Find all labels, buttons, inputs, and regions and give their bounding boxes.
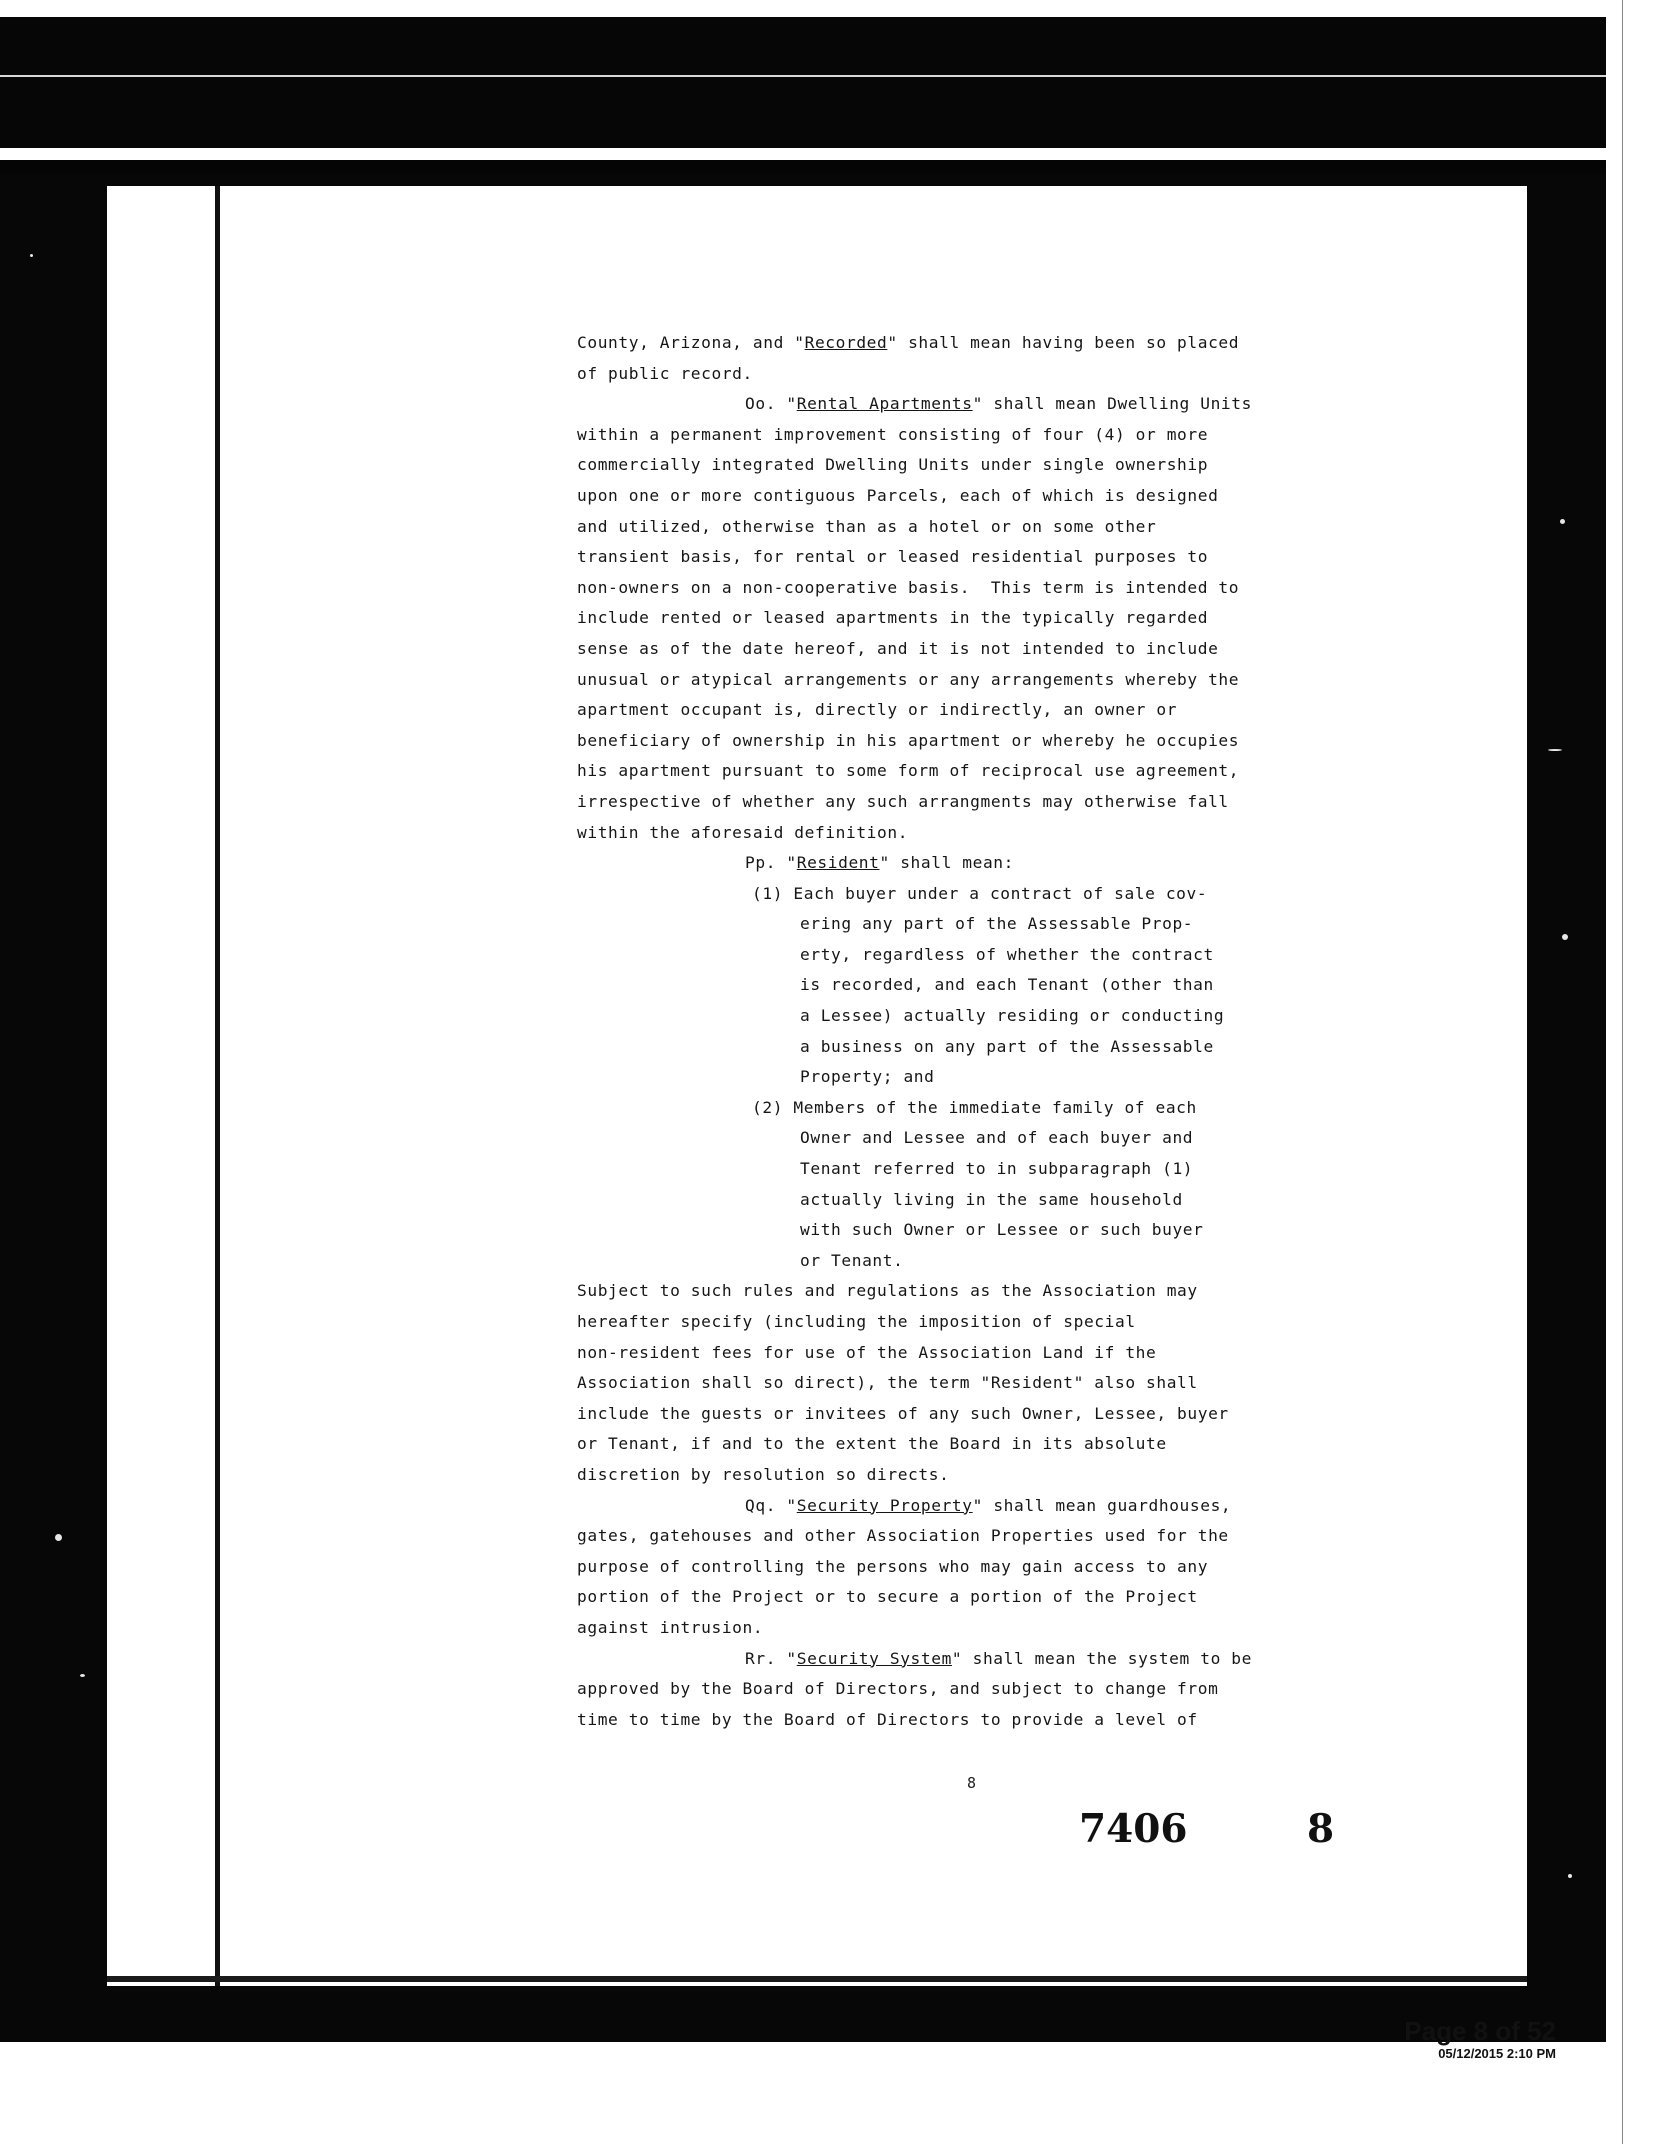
text-line bbox=[577, 1460, 1517, 1491]
text-segment: is recorded, and each Tenant (other than bbox=[800, 975, 1214, 995]
text-line bbox=[577, 1368, 1517, 1399]
text-line bbox=[577, 1552, 1517, 1583]
text-line bbox=[577, 420, 1517, 451]
text-segment: of public record. bbox=[577, 363, 753, 383]
scan-speck bbox=[1562, 934, 1568, 940]
text-segment: Oo. " bbox=[745, 394, 797, 414]
text-segment: irrespective of whether any such arrangments may otherwise fall bbox=[577, 791, 1229, 811]
text-segment: commercially integrated Dwelling Units under single ownership bbox=[577, 455, 1209, 475]
text-segment: (1) Each buyer under a contract of sale cov- bbox=[752, 883, 1208, 903]
text-segment: his apartment pursuant to some form of reciprocal use agreement, bbox=[577, 761, 1240, 781]
text-line bbox=[577, 328, 1517, 359]
text-line bbox=[577, 512, 1517, 543]
text-segment: against intrusion. bbox=[577, 1617, 764, 1637]
text-segment: upon one or more contiguous Parcels, each of which is designed bbox=[577, 485, 1219, 505]
scan-top-band-lower bbox=[0, 160, 1606, 174]
defined-term: Security System bbox=[796, 1648, 952, 1668]
text-segment: (2) Members of the immediate family of each bbox=[752, 1097, 1197, 1117]
text-line bbox=[577, 1123, 1517, 1154]
text-segment: " shall mean Dwelling Units bbox=[972, 394, 1252, 414]
text-line bbox=[577, 1001, 1517, 1032]
text-segment: hereafter specify (including the imposition of special bbox=[577, 1312, 1136, 1331]
text-segment: or Tenant. bbox=[800, 1250, 904, 1270]
defined-term: Recorded bbox=[804, 333, 888, 352]
footer-timestamp: 05/12/2015 2:10 PM bbox=[1438, 2046, 1556, 2061]
text-line bbox=[577, 787, 1517, 818]
text-line bbox=[577, 1644, 1517, 1675]
text-line bbox=[577, 940, 1517, 971]
text-line bbox=[577, 1521, 1517, 1552]
text-segment: Association shall so direct), the term "Resident" also shall bbox=[577, 1373, 1198, 1393]
text-segment: purpose of controlling the persons who may gain access to any bbox=[577, 1556, 1209, 1576]
text-segment: Qq. " bbox=[745, 1495, 797, 1515]
text-segment: Rr. " bbox=[745, 1648, 797, 1668]
text-segment: Owner and Lessee and of each buyer and bbox=[800, 1128, 1194, 1148]
binding-margin-line bbox=[215, 186, 220, 1986]
text-line bbox=[577, 1705, 1517, 1736]
page-edge-line bbox=[1622, 0, 1623, 2144]
text-line bbox=[577, 542, 1517, 573]
text-line bbox=[577, 695, 1517, 726]
document-body bbox=[577, 328, 1517, 1735]
text-line bbox=[577, 909, 1517, 940]
text-line bbox=[577, 1215, 1517, 1246]
text-segment: and utilized, otherwise than as a hotel or on some other bbox=[577, 516, 1157, 536]
text-line bbox=[577, 1032, 1517, 1063]
text-segment: non-resident fees for use of the Association Land if the bbox=[577, 1342, 1157, 1362]
text-line bbox=[577, 1674, 1517, 1705]
text-line bbox=[577, 818, 1517, 849]
text-line bbox=[577, 1093, 1517, 1124]
text-line bbox=[577, 481, 1517, 512]
text-segment: beneficiary of ownership in his apartment or whereby he occupies bbox=[577, 730, 1240, 750]
text-line bbox=[577, 1307, 1517, 1338]
text-line bbox=[577, 1154, 1517, 1185]
recording-stamp-number: 7406 bbox=[1079, 1806, 1188, 1852]
text-line bbox=[577, 634, 1517, 665]
scan-speck bbox=[80, 1674, 85, 1677]
text-segment: ering any part of the Assessable Prop- bbox=[800, 914, 1194, 934]
text-segment: actually living in the same household bbox=[800, 1189, 1183, 1209]
text-line bbox=[577, 1185, 1517, 1216]
text-segment: include the guests or invitees of any such Owner, Lessee, buyer bbox=[577, 1403, 1229, 1423]
defined-term: Rental Apartments bbox=[796, 394, 973, 414]
defined-term: Resident bbox=[796, 853, 880, 873]
text-segment: a business on any part of the Assessable bbox=[800, 1036, 1214, 1056]
text-line bbox=[577, 970, 1517, 1001]
text-line bbox=[577, 726, 1517, 757]
text-segment: or Tenant, if and to the extent the Board in its absolute bbox=[577, 1434, 1167, 1454]
text-line bbox=[577, 1399, 1517, 1430]
text-segment: Tenant referred to in subparagraph (1) bbox=[800, 1159, 1194, 1179]
text-line bbox=[577, 1582, 1517, 1613]
scan-speck bbox=[1560, 519, 1565, 524]
text-line bbox=[577, 1062, 1517, 1093]
text-line bbox=[577, 756, 1517, 787]
scan-top-band bbox=[0, 17, 1606, 148]
page-bottom-edge bbox=[107, 1976, 1527, 1982]
text-line bbox=[577, 1338, 1517, 1369]
text-segment: erty, regardless of whether the contract bbox=[800, 944, 1214, 964]
scan-speck bbox=[1548, 749, 1562, 751]
text-line bbox=[577, 879, 1517, 910]
text-segment: discretion by resolution so directs. bbox=[577, 1464, 950, 1484]
text-segment: approved by the Board of Directors, and subject to change from bbox=[577, 1679, 1219, 1699]
text-line bbox=[577, 573, 1517, 604]
text-line bbox=[577, 389, 1517, 420]
text-segment: within a permanent improvement consisting of four (4) or more bbox=[577, 424, 1209, 444]
page-number: 8 bbox=[967, 1774, 977, 1792]
text-segment: " shall mean having been so placed bbox=[887, 333, 1240, 352]
scan-speck bbox=[1568, 1874, 1572, 1878]
text-segment: " shall mean: bbox=[879, 853, 1014, 873]
text-segment: sense as of the date hereof, and it is not intended to include bbox=[577, 638, 1219, 658]
text-segment: with such Owner or Lessee or such buyer bbox=[800, 1220, 1204, 1240]
text-segment: within the aforesaid definition. bbox=[577, 822, 909, 842]
scan-stripe bbox=[0, 75, 1606, 77]
text-line bbox=[577, 1613, 1517, 1644]
text-line bbox=[577, 1246, 1517, 1277]
text-segment: transient basis, for rental or leased residential purposes to bbox=[577, 547, 1209, 567]
text-segment: Property; and bbox=[800, 1067, 935, 1087]
text-line bbox=[577, 359, 1517, 390]
text-segment: time to time by the Board of Directors to provide a level of bbox=[577, 1709, 1198, 1729]
text-line bbox=[577, 1429, 1517, 1460]
document-page bbox=[107, 186, 1527, 1986]
defined-term: Security Property bbox=[796, 1495, 973, 1515]
text-segment: County, Arizona, and " bbox=[577, 333, 805, 352]
text-segment: include rented or leased apartments in the typically regarded bbox=[577, 608, 1209, 628]
text-segment: a Lessee) actually residing or conducting bbox=[800, 1006, 1225, 1026]
scan-speck bbox=[30, 254, 33, 257]
text-line bbox=[577, 1491, 1517, 1522]
text-line bbox=[577, 1276, 1517, 1307]
text-segment: non-owners on a non-cooperative basis. This term is intended to bbox=[577, 577, 1240, 597]
text-segment: unusual or atypical arrangements or any arrangements whereby the bbox=[577, 669, 1240, 689]
footer-page-label: Page 8 of 52 bbox=[1404, 2016, 1556, 2046]
text-line bbox=[577, 665, 1517, 696]
text-segment: apartment occupant is, directly or indirectly, an owner or bbox=[577, 700, 1178, 720]
text-segment: gates, gatehouses and other Association Properties used for the bbox=[577, 1526, 1229, 1546]
text-segment: portion of the Project or to secure a portion of the Project bbox=[577, 1587, 1198, 1607]
text-line bbox=[577, 603, 1517, 634]
text-segment: Pp. " bbox=[745, 853, 797, 873]
recording-stamp-page: 8 bbox=[1307, 1806, 1335, 1852]
scan-speck bbox=[55, 1534, 62, 1541]
text-segment: " shall mean guardhouses, bbox=[972, 1495, 1232, 1515]
text-line bbox=[577, 848, 1517, 879]
text-line bbox=[577, 450, 1517, 481]
text-segment: Subject to such rules and regulations as the Association may bbox=[577, 1281, 1198, 1301]
text-segment: " shall mean the system to be bbox=[951, 1648, 1252, 1668]
